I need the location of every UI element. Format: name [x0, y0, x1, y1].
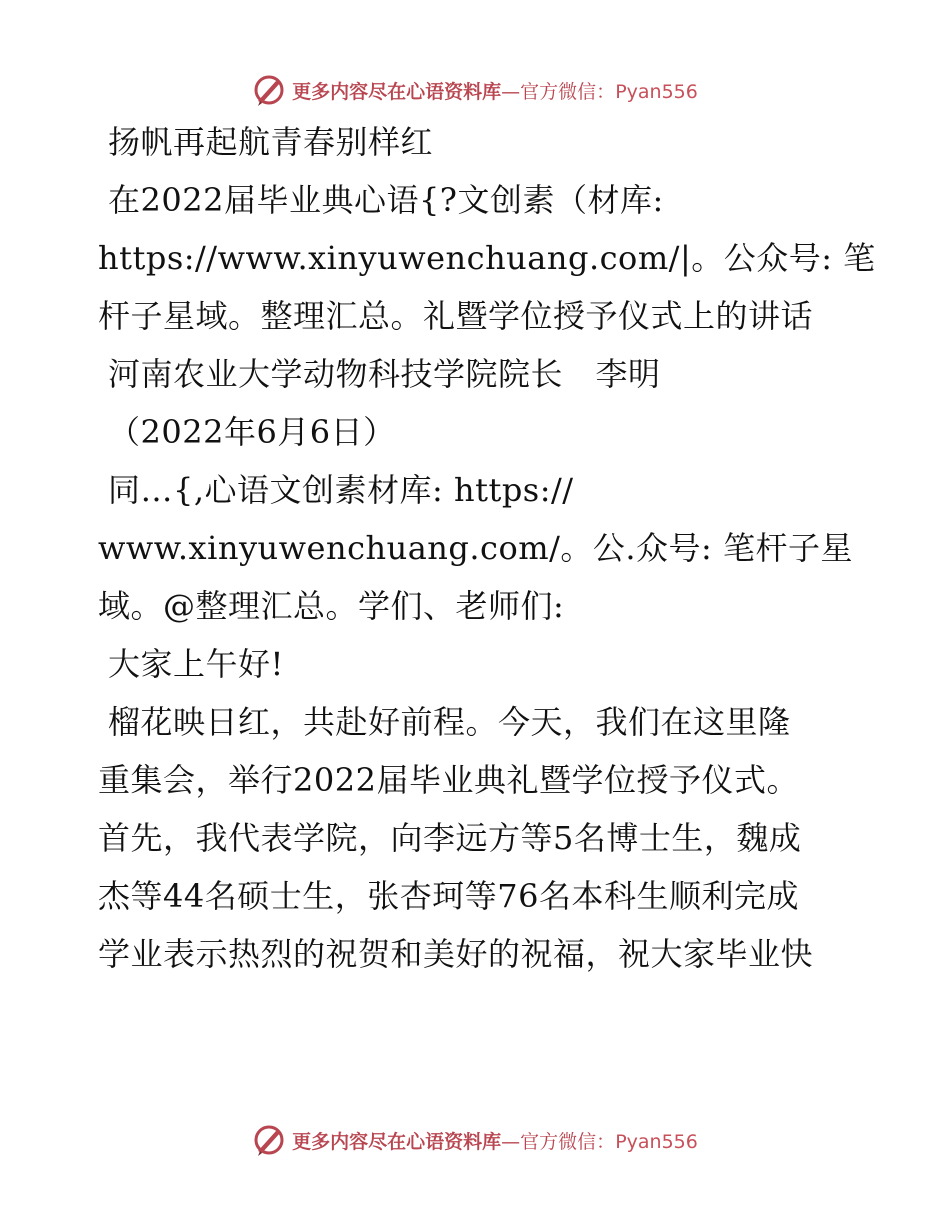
- greeting-line: 大家上午好!: [108, 645, 284, 683]
- speaker-line: 河南农业大学动物科技学院院长 李明: [108, 355, 661, 393]
- header-watermark-main: 更多内容尽在心语资料库: [292, 80, 502, 103]
- salutation-line-1: 同…{,心语文创素材库: https://: [108, 471, 574, 509]
- footer-watermark-inner: [252, 1123, 698, 1157]
- header-watermark-banner: [0, 70, 950, 110]
- pen-circle-logo-icon: [252, 73, 286, 107]
- body-paragraph-line-1: 榴花映日红，共赴好前程。今天，我们在这里隆: [108, 703, 791, 741]
- paragraph-intro-line-2: https://www.xinyuwenchuang.com/|。公众号: 笔: [98, 239, 876, 277]
- body-paragraph-line-2: 重集会，举行2022届毕业典礼暨学位授予仪式。: [98, 761, 799, 799]
- document-title: 扬帆再起航青春别样红: [108, 123, 434, 161]
- body-paragraph-line-5: 学业表示热烈的祝贺和美好的祝福，祝大家毕业快: [98, 935, 814, 973]
- footer-watermark-text: [292, 1127, 698, 1154]
- footer-watermark-handle: Pyan556: [615, 1130, 698, 1153]
- salutation-line-2: www.xinyuwenchuang.com/。公.众号: 笔杆子星: [98, 529, 853, 567]
- paragraph-intro-line-3: 杆子星域。整理汇总。礼暨学位授予仪式上的讲话: [98, 297, 814, 335]
- paragraph-intro-line-1: 在2022届毕业典心语{?文创素（材库:: [108, 181, 664, 219]
- header-watermark-handle: Pyan556: [615, 80, 698, 103]
- footer-watermark-separator: —官方微信：: [501, 1130, 616, 1153]
- header-watermark-inner: [252, 73, 698, 107]
- body-paragraph-line-4: 杰等44名硕士生，张杏珂等76名本科生顺利完成: [98, 877, 799, 915]
- footer-watermark-main: 更多内容尽在心语资料库: [292, 1130, 502, 1153]
- salutation-line-3: 域。@整理汇总。学们、老师们:: [98, 587, 565, 625]
- footer-watermark-banner: [0, 1120, 950, 1160]
- body-paragraph-line-3: 首先，我代表学院，向李远方等5名博士生，魏成: [98, 819, 802, 857]
- date-line: （2022年6月6日）: [108, 413, 396, 451]
- pen-circle-logo-icon: [252, 1123, 286, 1157]
- header-watermark-text: [292, 77, 698, 104]
- header-watermark-separator: —官方微信：: [501, 80, 616, 103]
- document-body: [98, 122, 876, 992]
